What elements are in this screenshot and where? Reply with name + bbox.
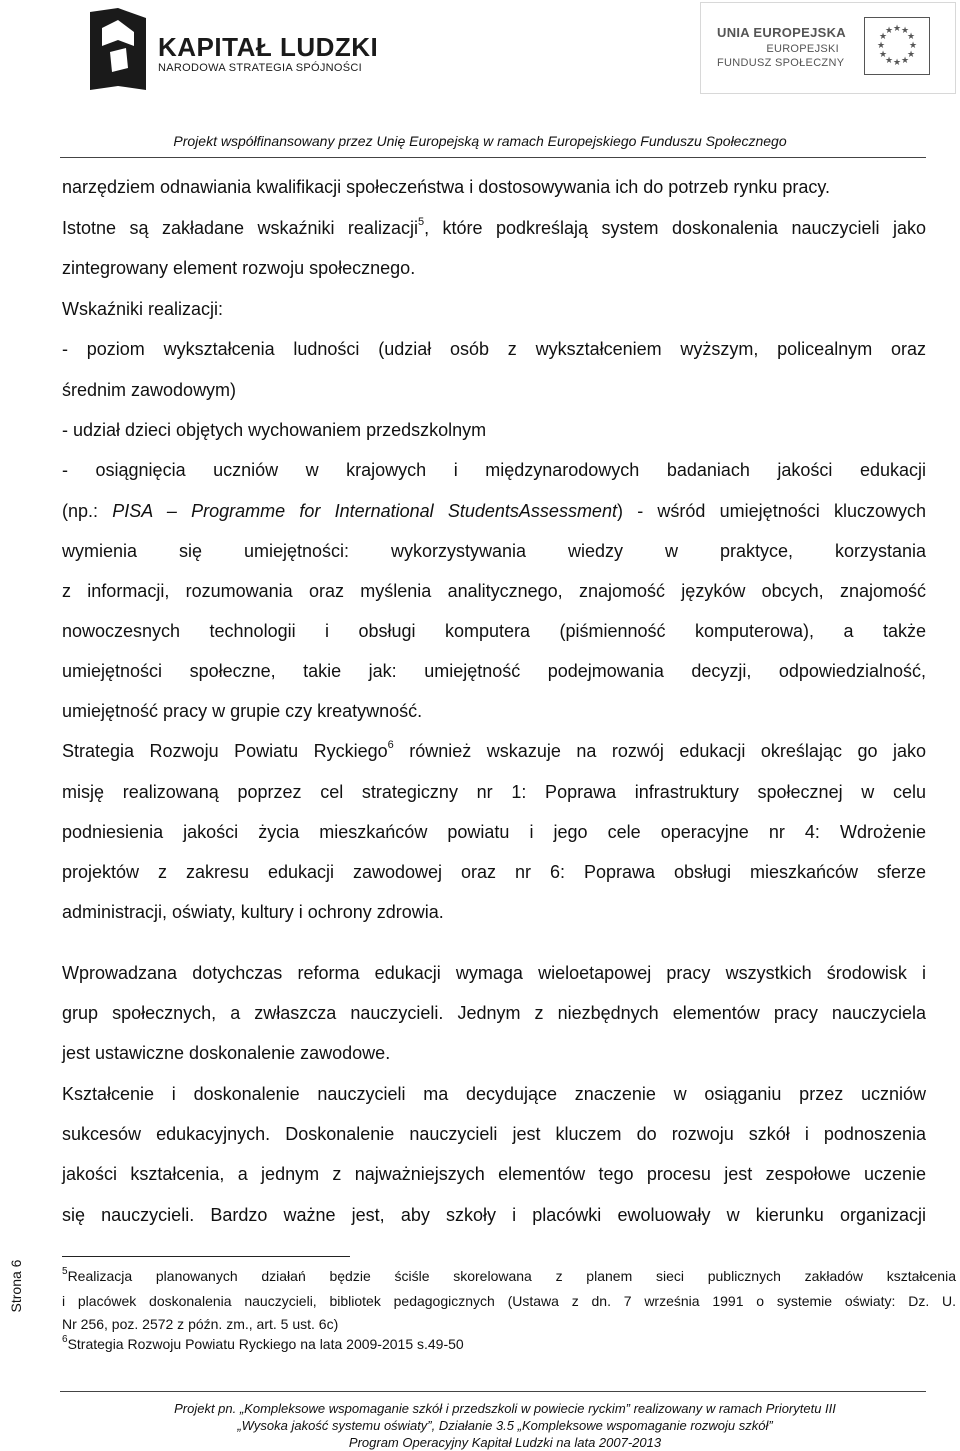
footer-line: Program Operacyjny Kapitał Ludzki na lata 2007-2013 <box>348 1435 662 1450</box>
body-line <box>62 218 926 238</box>
text-fragment: również wskazuje na rozwój edukacji określając go jako <box>393 741 926 761</box>
svg-text:★: ★ <box>900 26 910 36</box>
svg-text:★: ★ <box>878 32 888 42</box>
body-line: - udział dzieci objętych wychowaniem przedszkolnym <box>62 420 487 440</box>
footnote-line <box>62 1336 956 1352</box>
body-line: nowoczesnych technologii i obsługi komputera (piśmienność komputerowa), a także <box>62 621 926 641</box>
body-line <box>62 741 926 761</box>
svg-text:★: ★ <box>900 56 910 66</box>
text-fragment: Strategia Rozwoju Powiatu Ryckiego <box>62 741 388 761</box>
kapital-ludzki-logo-icon <box>88 6 148 92</box>
text-fragment: Strategia Rozwoju Powiatu Ryckiego na lata 2009-2015 s.49-50 <box>67 1336 464 1352</box>
footnote-ref: 6 <box>387 739 394 751</box>
text-fragment: ) - wśród umiejętności kluczowych <box>616 501 926 521</box>
body-line: zintegrowany element rozwoju społecznego. <box>62 258 416 278</box>
footnote-line <box>62 1268 956 1284</box>
body-line: z informacji, rozumowania oraz myślenia analitycznego, znajomość języków obcych, znajomość <box>62 581 926 601</box>
svg-text:★: ★ <box>906 32 916 42</box>
body-line: średnim zawodowym) <box>62 380 237 400</box>
body-line: umiejętność pracy w grupie czy kreatywność. <box>62 701 423 721</box>
svg-text:★: ★ <box>906 50 916 60</box>
svg-text:★: ★ <box>884 26 894 36</box>
svg-text:★: ★ <box>908 41 918 51</box>
footnote-line: Nr 256, poz. 2572 z późn. zm., art. 5 ust. 6c) <box>62 1316 339 1332</box>
text-fragment: , które podkreślają system doskonalenia nauczycieli jako <box>424 218 926 238</box>
svg-text:★: ★ <box>876 41 886 51</box>
body-line: podniesienia jakości życia mieszkańców powiatu i jego cele operacyjne nr 4: Wdrożenie <box>62 822 926 842</box>
eu-line-3: FUNDUSZ SPOŁECZNY <box>717 57 845 69</box>
footnote-divider <box>62 1256 350 1257</box>
page-header <box>0 0 960 149</box>
body-line: Wskaźniki realizacji: <box>62 299 224 319</box>
body-line: grup społecznych, a zwłaszcza nauczycieli. Jednym z niezbędnych elementów pracy nauczyciela <box>62 1003 926 1023</box>
body-line: sukcesów edukacyjnych. Doskonalenie nauczycieli jest kluczem do rozwoju szkół i podnoszenia <box>62 1124 926 1144</box>
text-fragment: Istotne są zakładane wskaźniki realizacji <box>62 218 418 238</box>
italic-fragment: PISA – Programme for International StudentsAssessment <box>112 501 617 521</box>
svg-text:★: ★ <box>884 56 894 66</box>
footnote-line: i placówek doskonalenia nauczycieli, bibliotek pedagogicznych (Ustawa z dn. 7 września 1991 o systemie oświaty: Dz. U. <box>62 1293 956 1309</box>
footer-line: „Wysoka jakość systemu oświaty”, Działanie 3.5 „Kompleksowe wspomaganie rozwoju szkół” <box>237 1418 773 1433</box>
body-line: - osiągnięcia uczniów w krajowych i międzynarodowych badaniach jakości edukacji <box>62 460 926 480</box>
eu-flag-icon <box>864 17 930 75</box>
svg-text:★: ★ <box>892 24 902 34</box>
page-number-label: Strona 6 <box>8 1259 24 1313</box>
footer-line: Projekt pn. „Kompleksowe wspomaganie szkół i przedszkoli w powiecie ryckim” realizowany w ramach Priorytetu III <box>174 1401 836 1416</box>
body-line: Wprowadzana dotychczas reforma edukacji wymaga wieloetapowej pracy wszystkich środowisk i <box>62 963 926 983</box>
eu-line-1: UNIA EUROPEJSKA <box>717 25 846 40</box>
body-line: - poziom wykształcenia ludności (udział osób z wykształceniem wyższym, policealnym oraz <box>62 339 926 359</box>
body-line: się nauczycieli. Bardzo ważne jest, aby szkoły i placówki ewoluowały w kierunku organizacji <box>62 1205 926 1225</box>
body-line <box>62 501 926 521</box>
body-line: Kształcenie i doskonalenie nauczycieli ma decydujące znaczenie w osiąganiu przez uczniów <box>62 1084 926 1104</box>
body-line: umiejętności społeczne, takie jak: umiejętność podejmowania decyzji, odpowiedzialność, <box>62 661 926 681</box>
eu-logo-box <box>700 2 956 94</box>
header-divider <box>60 157 926 158</box>
project-cofinance-line: Projekt współfinansowany przez Unię Europejską w ramach Europejskiego Funduszu Społecznego <box>173 133 787 149</box>
eu-line-2: EUROPEJSKI <box>766 43 839 55</box>
body-line: misję realizowaną poprzez cel strategiczny nr 1: Poprawa infrastruktury społecznej w celu <box>62 782 926 802</box>
body-line: narzędziem odnawiania kwalifikacji społeczeństwa i dostosowywania ich do potrzeb rynku pracy. <box>62 177 831 197</box>
footnote-number: 5 <box>62 1266 68 1278</box>
logo-title: KAPITAŁ LUDZKI <box>158 32 379 62</box>
text-fragment: (np.: <box>62 501 113 521</box>
footnote-number: 6 <box>62 1334 68 1346</box>
footer-divider <box>60 1391 926 1392</box>
svg-text:★: ★ <box>892 58 902 68</box>
logo-subtitle: NARODOWA STRATEGIA SPÓJNOŚCI <box>158 62 362 74</box>
body-line: jest ustawiczne doskonalenie zawodowe. <box>62 1043 391 1063</box>
body-line: wymienia się umiejętności: wykorzystywania wiedzy w praktyce, korzystania <box>62 541 926 561</box>
body-line: administracji, oświaty, kultury i ochrony zdrowia. <box>62 902 444 922</box>
text-fragment: Realizacja planowanych działań będzie ściśle skorelowana z planem sieci publicznych zakładów kształcenia <box>67 1268 956 1284</box>
body-line: jakości kształcenia, a jednym z najważniejszych elementów tego procesu jest zespołowe uczenie <box>62 1164 926 1184</box>
body-line: projektów z zakresu edukacji zawodowej oraz nr 6: Poprawa obsługi mieszkańców sferze <box>62 862 926 882</box>
svg-text:★: ★ <box>878 50 888 60</box>
footnote-ref: 5 <box>417 216 425 228</box>
